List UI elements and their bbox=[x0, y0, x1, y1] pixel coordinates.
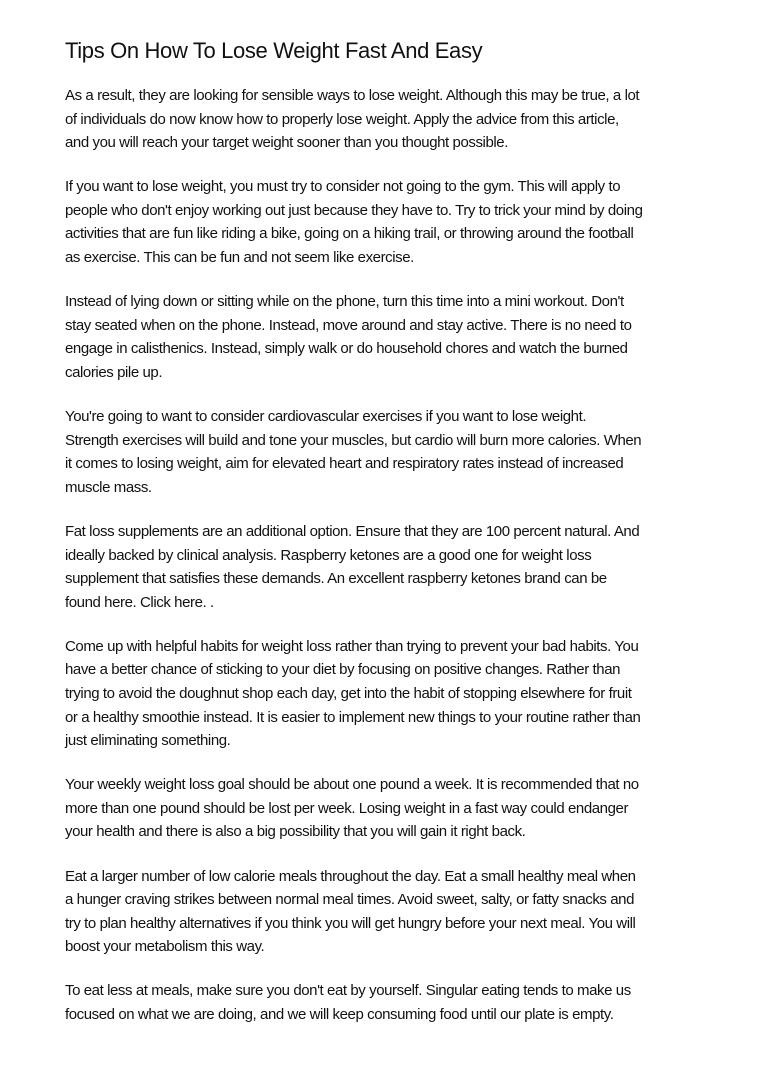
paragraph-line: more than one pound should be lost per week. Losing weight in a fast way could endanger bbox=[65, 799, 629, 817]
paragraph bbox=[65, 865, 745, 959]
paragraph-line: Instead of lying down or sitting while on the phone, turn this time into a mini workout. Don't bbox=[65, 293, 624, 311]
paragraph-line: Strength exercises will build and tone your muscles, but cardio will burn more calories. When bbox=[65, 431, 642, 449]
paragraph-line: and you will reach your target weight sooner than you thought possible. bbox=[65, 134, 508, 152]
paragraph-line: activities that are fun like riding a bike, going on a hiking trail, or throwing around the football bbox=[65, 225, 634, 243]
paragraph-line: people who don't enjoy working out just because they have to. Try to trick your mind by doing bbox=[65, 201, 643, 219]
paragraph-line: try to plan healthy alternatives if you think you will get hungry before your next meal. You will bbox=[65, 914, 636, 932]
paragraph bbox=[65, 290, 745, 384]
paragraph-line: stay seated when on the phone. Instead, move around and stay active. There is no need to bbox=[65, 316, 632, 334]
paragraph bbox=[65, 84, 745, 155]
paragraph-line: ideally backed by clinical analysis. Raspberry ketones are a good one for weight loss bbox=[65, 546, 592, 564]
paragraph-line: supplement that satisfies these demands. An excellent raspberry ketones brand can be bbox=[65, 570, 607, 588]
paragraph-line: have a better chance of sticking to your diet by focusing on positive changes. Rather than bbox=[65, 661, 621, 679]
paragraph bbox=[65, 520, 745, 614]
paragraph-line: You're going to want to consider cardiovascular exercises if you want to lose weight. bbox=[65, 408, 587, 426]
paragraph-line: Eat a larger number of low calorie meals throughout the day. Eat a small healthy meal when bbox=[65, 867, 636, 885]
paragraph-line: calories pile up. bbox=[65, 363, 163, 381]
paragraph-line: Fat loss supplements are an additional option. Ensure that they are 100 percent natural. And bbox=[65, 522, 640, 540]
paragraph bbox=[65, 979, 745, 1026]
paragraph-line: As a result, they are looking for sensible ways to lose weight. Although this may be true, a lot bbox=[65, 87, 640, 104]
paragraph-line: your health and there is also a big possibility that you will gain it right back. bbox=[65, 823, 526, 841]
paragraph-line: found here. Click here. . bbox=[65, 593, 214, 611]
paragraph-line: engage in calisthenics. Instead, simply walk or do household chores and watch the burned bbox=[65, 340, 628, 358]
paragraph-line: of individuals do now know how to properly lose weight. Apply the advice from this article, bbox=[65, 110, 619, 128]
paragraph-line: If you want to lose weight, you must try to consider not going to the gym. This will apply to bbox=[65, 178, 621, 196]
paragraph bbox=[65, 405, 745, 499]
paragraph-line: Come up with helpful habits for weight loss rather than trying to prevent your bad habits. You bbox=[65, 637, 639, 655]
paragraph-line: Your weekly weight loss goal should be about one pound a week. It is recommended that no bbox=[65, 776, 639, 794]
paragraph bbox=[65, 773, 745, 844]
document-title: Tips On How To Lose Weight Fast And Easy bbox=[65, 38, 483, 63]
document-body bbox=[65, 84, 745, 1027]
paragraph-line: focused on what we are doing, and we will keep consuming food until our plate is empty. bbox=[65, 1006, 614, 1023]
paragraph-line: as exercise. This can be fun and not seem like exercise. bbox=[65, 249, 414, 267]
paragraph-line: muscle mass. bbox=[65, 478, 152, 496]
paragraph-line: a hunger craving strikes between normal meal times. Avoid sweet, salty, or fatty snacks and bbox=[65, 891, 635, 909]
document-page bbox=[65, 36, 745, 1047]
paragraph-line: just eliminating something. bbox=[65, 732, 231, 750]
paragraph bbox=[65, 175, 745, 269]
paragraph-line: To eat less at meals, make sure you don't eat by yourself. Singular eating tends to make us bbox=[65, 982, 631, 1000]
paragraph-line: it comes to losing weight, aim for elevated heart and respiratory rates instead of increased bbox=[65, 455, 624, 473]
paragraph-line: boost your metabolism this way. bbox=[65, 938, 265, 956]
paragraph-line: or a healthy smoothie instead. It is easier to implement new things to your routine rather than bbox=[65, 708, 641, 726]
paragraph-line: trying to avoid the doughnut shop each day, get into the habit of stopping elsewhere for fruit bbox=[65, 684, 632, 702]
paragraph bbox=[65, 635, 745, 753]
